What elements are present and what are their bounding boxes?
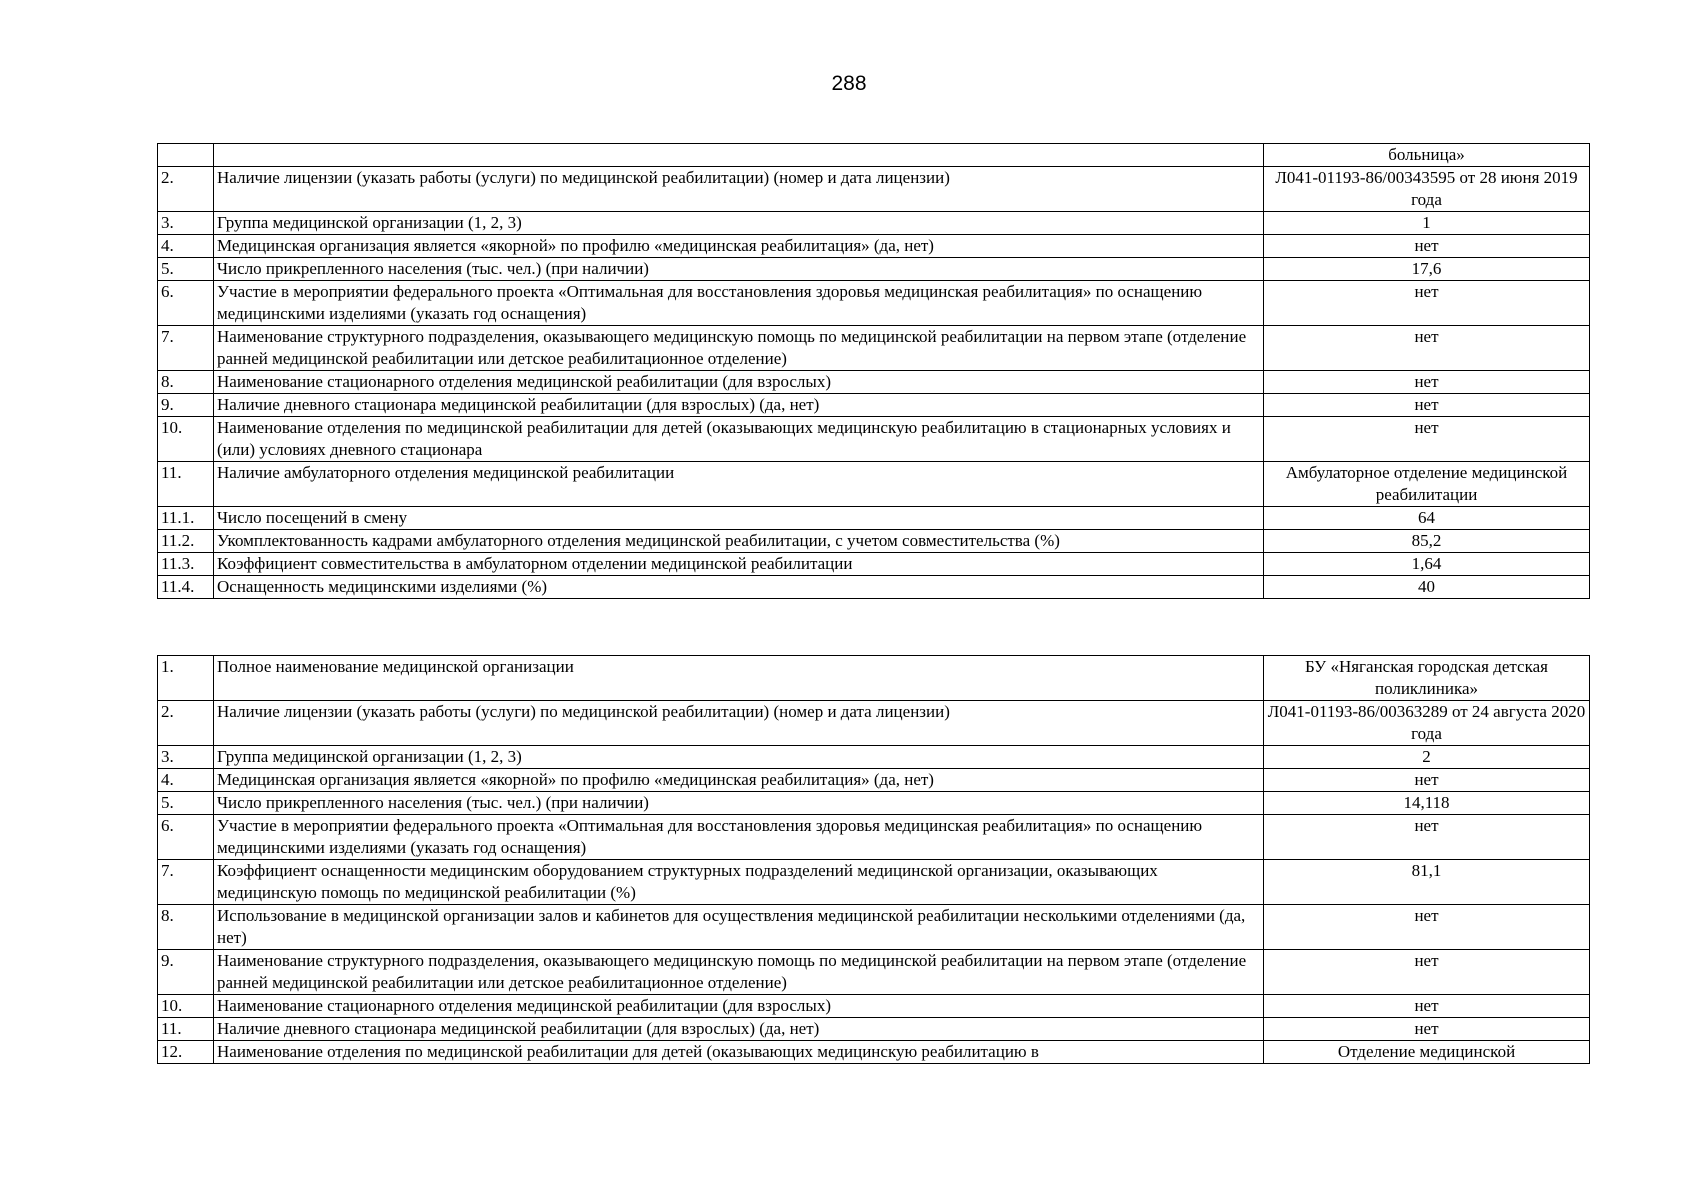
row-value-cell: нет	[1264, 235, 1590, 258]
row-number-cell: 11.1.	[158, 507, 214, 530]
table-row	[158, 1018, 1590, 1041]
row-number-cell: 3.	[158, 746, 214, 769]
table-row	[158, 167, 1590, 212]
table-row	[158, 553, 1590, 576]
table-row	[158, 462, 1590, 507]
row-value-cell: 17,6	[1264, 258, 1590, 281]
row-value-cell: нет	[1264, 995, 1590, 1018]
row-value-cell: нет	[1264, 326, 1590, 371]
row-value-cell: нет	[1264, 769, 1590, 792]
table-row	[158, 656, 1590, 701]
row-value-cell: 81,1	[1264, 860, 1590, 905]
row-label-cell: Число прикрепленного населения (тыс. чел.) (при наличии)	[214, 258, 1264, 281]
row-value-cell: больница»	[1264, 144, 1590, 167]
row-label-cell: Наличие амбулаторного отделения медицинской реабилитации	[214, 462, 1264, 507]
row-value-cell: нет	[1264, 394, 1590, 417]
row-number-cell: 6.	[158, 281, 214, 326]
row-number-cell: 8.	[158, 905, 214, 950]
row-label-cell: Наименование стационарного отделения медицинской реабилитации (для взрослых)	[214, 371, 1264, 394]
row-number-cell: 5.	[158, 258, 214, 281]
row-label-cell: Число прикрепленного населения (тыс. чел.) (при наличии)	[214, 792, 1264, 815]
row-value-cell: 40	[1264, 576, 1590, 599]
row-value-cell: нет	[1264, 815, 1590, 860]
row-number-cell: 6.	[158, 815, 214, 860]
row-number-cell: 11.	[158, 462, 214, 507]
row-label-cell: Коэффициент совместительства в амбулаторном отделении медицинской реабилитации	[214, 553, 1264, 576]
row-value-cell: нет	[1264, 905, 1590, 950]
row-label-cell: Наименование структурного подразделения, оказывающего медицинскую помощь по медицинской реабилитации на первом этапе (отделение ранней медицинской реабилитации или детское реабилитационное отделение)	[214, 950, 1264, 995]
row-label-cell: Группа медицинской организации (1, 2, 3)	[214, 212, 1264, 235]
row-value-cell: 14,118	[1264, 792, 1590, 815]
row-label-cell: Наименование стационарного отделения медицинской реабилитации (для взрослых)	[214, 995, 1264, 1018]
row-number-cell: 11.3.	[158, 553, 214, 576]
table-row	[158, 212, 1590, 235]
row-value-cell: нет	[1264, 1018, 1590, 1041]
row-number-cell: 4.	[158, 769, 214, 792]
row-label-cell: Наименование отделения по медицинской реабилитации для детей (оказывающих медицинскую реабилитацию в	[214, 1041, 1264, 1064]
row-value-cell: нет	[1264, 417, 1590, 462]
table-row	[158, 258, 1590, 281]
row-label-cell: Медицинская организация является «якорной» по профилю «медицинская реабилитация» (да, нет)	[214, 769, 1264, 792]
row-label-cell: Наименование структурного подразделения, оказывающего медицинскую помощь по медицинской реабилитации на первом этапе (отделение ранней медицинской реабилитации или детское реабилитационное отделение)	[214, 326, 1264, 371]
row-label-cell: Число посещений в смену	[214, 507, 1264, 530]
row-number-cell: 11.2.	[158, 530, 214, 553]
table-row	[158, 1041, 1590, 1064]
table-body	[158, 656, 1590, 1064]
row-value-cell: 1,64	[1264, 553, 1590, 576]
row-value-cell: БУ «Няганская городская детская поликлиника»	[1264, 656, 1590, 701]
table-row	[158, 576, 1590, 599]
row-label-cell: Использование в медицинской организации залов и кабинетов для осуществления медицинской реабилитации несколькими отделениями (да, нет)	[214, 905, 1264, 950]
row-label-cell: Наличие лицензии (указать работы (услуги) по медицинской реабилитации) (номер и дата лицензии)	[214, 701, 1264, 746]
row-number-cell: 2.	[158, 701, 214, 746]
table-row	[158, 746, 1590, 769]
row-label-cell: Коэффициент оснащенности медицинским оборудованием структурных подразделений медицинской организации, оказывающих медицинскую помощь по медицинской реабилитации (%)	[214, 860, 1264, 905]
table-row	[158, 792, 1590, 815]
row-number-cell: 4.	[158, 235, 214, 258]
table-row	[158, 860, 1590, 905]
row-value-cell: 85,2	[1264, 530, 1590, 553]
row-value-cell: 64	[1264, 507, 1590, 530]
row-label-cell: Группа медицинской организации (1, 2, 3)	[214, 746, 1264, 769]
row-value-cell: Л041-01193-86/00363289 от 24 августа 2020 года	[1264, 701, 1590, 746]
row-number-cell: 9.	[158, 394, 214, 417]
row-number-cell: 1.	[158, 656, 214, 701]
row-label-cell: Полное наименование медицинской организации	[214, 656, 1264, 701]
table-row	[158, 281, 1590, 326]
table-row	[158, 701, 1590, 746]
table-row	[158, 394, 1590, 417]
row-number-cell: 12.	[158, 1041, 214, 1064]
row-label-cell: Наличие дневного стационара медицинской реабилитации (для взрослых) (да, нет)	[214, 394, 1264, 417]
row-value-cell: 2	[1264, 746, 1590, 769]
row-number-cell: 3.	[158, 212, 214, 235]
table-body	[158, 144, 1590, 599]
row-label-cell: Наличие дневного стационара медицинской реабилитации (для взрослых) (да, нет)	[214, 1018, 1264, 1041]
row-label-cell: Оснащенность медицинскими изделиями (%)	[214, 576, 1264, 599]
row-value-cell: 1	[1264, 212, 1590, 235]
table-row	[158, 950, 1590, 995]
row-number-cell: 8.	[158, 371, 214, 394]
row-value-cell: Амбулаторное отделение медицинской реабилитации	[1264, 462, 1590, 507]
table-row	[158, 905, 1590, 950]
row-value-cell: нет	[1264, 371, 1590, 394]
row-value-cell: Отделение медицинской	[1264, 1041, 1590, 1064]
table-row	[158, 815, 1590, 860]
row-number-cell: 7.	[158, 326, 214, 371]
row-number-cell: 2.	[158, 167, 214, 212]
table-row	[158, 507, 1590, 530]
row-number-cell: 11.4.	[158, 576, 214, 599]
row-label-cell: Укомплектованность кадрами амбулаторного отделения медицинской реабилитации, с учетом совместительства (%)	[214, 530, 1264, 553]
row-number-cell: 9.	[158, 950, 214, 995]
table-row	[158, 769, 1590, 792]
organization-table-1	[157, 143, 1590, 599]
page-number: 288	[831, 72, 867, 95]
table-row	[158, 995, 1590, 1018]
row-number-cell: 10.	[158, 995, 214, 1018]
organization-table-2	[157, 655, 1590, 1064]
row-label-cell: Наименование отделения по медицинской реабилитации для детей (оказывающих медицинскую реабилитацию в стационарных условиях и (или) условиях дневного стационара	[214, 417, 1264, 462]
row-number-cell: 11.	[158, 1018, 214, 1041]
row-label-cell: Медицинская организация является «якорной» по профилю «медицинская реабилитация» (да, нет)	[214, 235, 1264, 258]
table-row	[158, 417, 1590, 462]
table-row	[158, 235, 1590, 258]
row-label-cell	[214, 144, 1264, 167]
row-label-cell: Участие в мероприятии федерального проекта «Оптимальная для восстановления здоровья медицинская реабилитация» по оснащению медицинскими изделиями (указать год оснащения)	[214, 281, 1264, 326]
row-number-cell	[158, 144, 214, 167]
row-label-cell: Наличие лицензии (указать работы (услуги) по медицинской реабилитации) (номер и дата лицензии)	[214, 167, 1264, 212]
row-value-cell: нет	[1264, 281, 1590, 326]
table-row	[158, 326, 1590, 371]
row-number-cell: 5.	[158, 792, 214, 815]
row-value-cell: нет	[1264, 950, 1590, 995]
table-row	[158, 144, 1590, 167]
row-value-cell: Л041-01193-86/00343595 от 28 июня 2019 года	[1264, 167, 1590, 212]
row-number-cell: 7.	[158, 860, 214, 905]
table-row	[158, 371, 1590, 394]
row-number-cell: 10.	[158, 417, 214, 462]
row-label-cell: Участие в мероприятии федерального проекта «Оптимальная для восстановления здоровья медицинская реабилитация» по оснащению медицинскими изделиями (указать год оснащения)	[214, 815, 1264, 860]
table-row	[158, 530, 1590, 553]
